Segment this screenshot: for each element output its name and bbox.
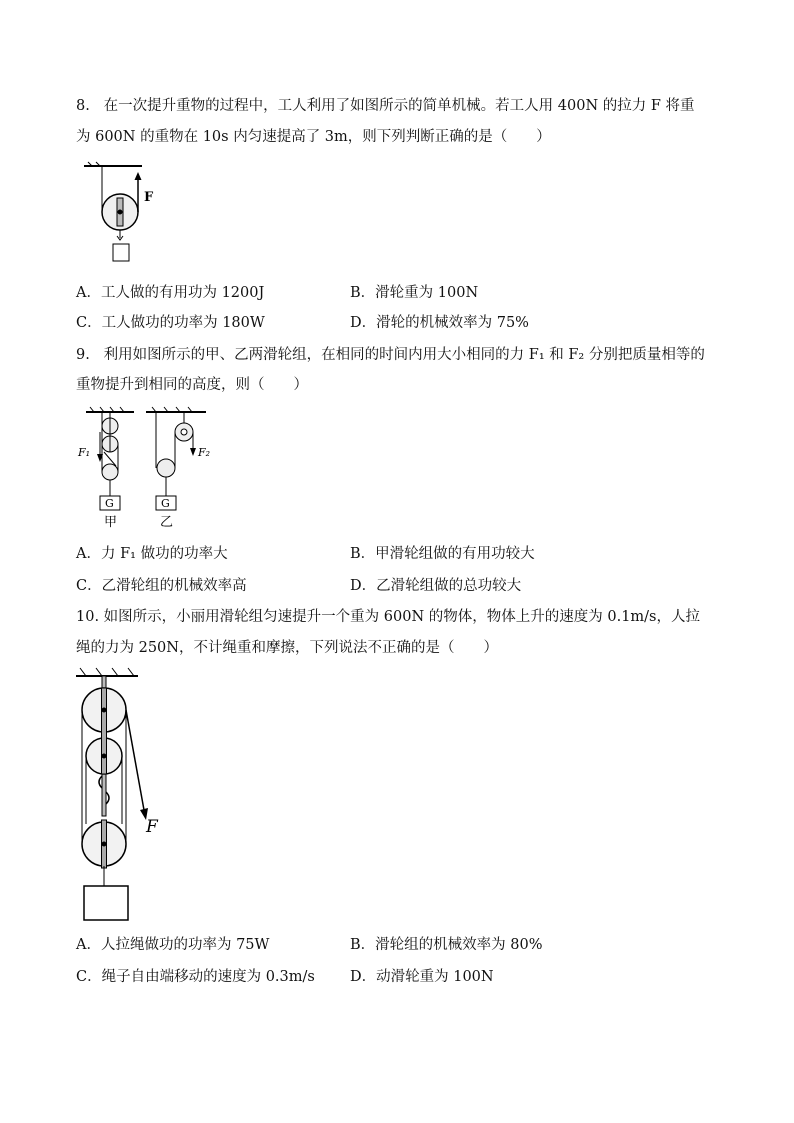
q8-pulley-figure — [80, 160, 180, 270]
q9-f2-label: F₂ — [198, 446, 211, 459]
q10-pulley-figure — [76, 664, 176, 926]
q9-option-c[interactable]: C．乙滑轮组的机械效率高 — [76, 578, 247, 594]
q9-caption-jia: 甲 — [104, 515, 118, 530]
q8-stem-text1: 在一次提升重物的过程中，工人利用了如图所示的简单机械。若工人用 400N 的拉力 F 将重 — [103, 98, 695, 114]
q9-stem-text1: 利用如图所示的甲、乙两滑轮组，在相同的时间内用大小相同的力 F₁ 和 F₂ 分别把质量相等的 — [103, 347, 705, 363]
q10-option-d[interactable]: D．动滑轮重为 100N — [350, 969, 494, 985]
q10-option-a[interactable]: A．人拉绳做功的功率为 75W — [76, 937, 270, 953]
q9-weight-label-left: G — [105, 497, 114, 510]
q9-number: 9. — [76, 347, 90, 363]
q8-force-label: F — [144, 190, 154, 205]
q10-stem-line2: 绳的力为 250N，不计绳重和摩擦，下列说法不正确的是（ ） — [76, 640, 498, 656]
q9-weight-label-right: G — [161, 497, 170, 510]
q8-stem-line1 — [76, 96, 695, 116]
q8-number: 8. — [76, 98, 90, 114]
q9-option-d[interactable]: D．乙滑轮组做的总功较大 — [350, 578, 522, 594]
q8-option-a[interactable]: A．工人做的有用功为 1200J — [76, 285, 265, 301]
q8-option-b[interactable]: B．滑轮重为 100N — [350, 285, 479, 301]
q10-option-b[interactable]: B．滑轮组的机械效率为 80% — [350, 937, 543, 953]
q9-caption-yi: 乙 — [160, 515, 174, 530]
q8-option-d[interactable]: D．滑轮的机械效率为 75% — [350, 315, 529, 331]
q9-option-b[interactable]: B．甲滑轮组做的有用功较大 — [350, 546, 535, 562]
q9-pulley-figure — [76, 404, 236, 532]
q10-number: 10. — [76, 609, 100, 625]
q9-f1-label: F₁ — [78, 446, 91, 459]
q10-stem-text1: 如图所示，小丽用滑轮组匀速提升一个重为 600N 的物体，物体上升的速度为 0.1m/s，人拉 — [103, 609, 700, 625]
q10-force-label: F — [146, 817, 158, 837]
q10-stem-line1 — [76, 607, 700, 627]
q8-stem-line2: 为 600N 的重物在 10s 内匀速提高了 3m，则下列判断正确的是（ ） — [76, 129, 551, 145]
q9-option-a[interactable]: A．力 F₁ 做功的功率大 — [76, 546, 228, 562]
q8-option-c[interactable]: C．工人做功的功率为 180W — [76, 315, 265, 331]
q9-stem-line1 — [76, 345, 705, 365]
q10-option-c[interactable]: C．绳子自由端移动的速度为 0.3m/s — [76, 969, 315, 985]
q9-stem-line2: 重物提升到相同的高度，则（ ） — [76, 377, 308, 393]
